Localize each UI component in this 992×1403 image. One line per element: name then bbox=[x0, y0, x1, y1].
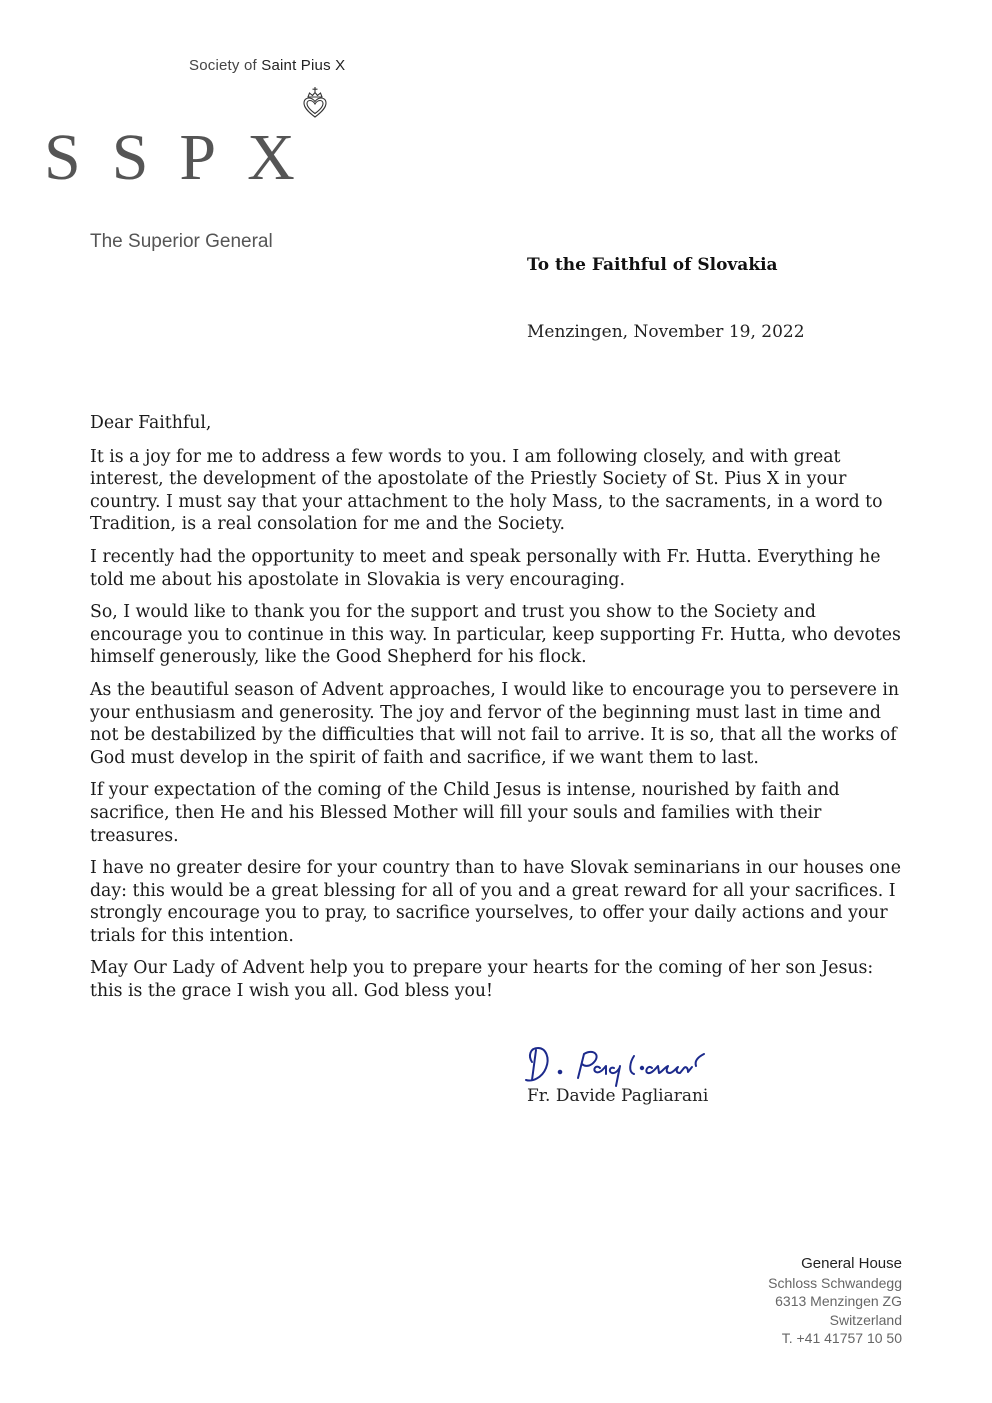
society-saint-name: Saint Pius X bbox=[261, 57, 346, 74]
footer-address bbox=[768, 1255, 902, 1348]
footer-line: 6313 Menzingen ZG bbox=[775, 1293, 902, 1309]
letter-paragraph: May Our Lady of Advent help you to prepare your hearts for the coming of her son Jesus: this is the grace I wish you all. God bless you! bbox=[90, 958, 874, 1002]
footer-line: Schloss Schwandegg bbox=[768, 1274, 902, 1291]
footer-line: Switzerland bbox=[829, 1311, 902, 1328]
letter-paragraph: I recently had the opportunity to meet and speak personally with Fr. Hutta. Everything he told me about his apostolate in Slovakia is very encouraging. bbox=[90, 546, 881, 590]
letter-paragraph: If your expectation of the coming of the Child Jesus is intense, nourished by faith and sacrifice, then He and his Blessed Mother will fill your souls and families with their treasures. bbox=[90, 780, 840, 846]
society-prefix: Society of bbox=[189, 57, 257, 74]
letter-paragraph: It is a joy for me to address a few words to you. I am following closely, and with great interest, the development of the apostolate of the Priestly Society of St. Pius X in your country. I must say that your attachment to the holy Mass, to the sacraments, in a word to Tradition, is a real consolation for me and the Society. bbox=[90, 446, 883, 535]
letter-paragraph: As the beautiful season of Advent approaches, I would like to encourage you to persevere in your enthusiasm and generosity. The joy and fervor of the beginning must last in time and not be destabilized by the difficulties that will not fail to arrive. It is so, that all the works of God must develop in the spirit of faith and sacrifice, if we want them to last. bbox=[90, 679, 899, 768]
office-title: The Superior General bbox=[90, 231, 273, 252]
dateline: Menzingen, November 19, 2022 bbox=[527, 322, 805, 342]
handwritten-signature bbox=[518, 1042, 758, 1090]
footer-line: T. +41 41757 10 50 bbox=[781, 1330, 902, 1346]
salutation: Dear Faithful, bbox=[90, 413, 212, 433]
footer-house: General House bbox=[801, 1255, 902, 1272]
letter-body bbox=[90, 412, 905, 1013]
letter-paragraph: So, I would like to thank you for the support and trust you show to the Society and encourage you to continue in this way. In particular, keep supporting Fr. Hutta, who devotes himself generously, like the Good Shepherd for his flock. bbox=[90, 602, 901, 668]
sspx-logo: SSPX bbox=[44, 121, 326, 194]
signer-name: Fr. Davide Pagliarani bbox=[527, 1086, 709, 1106]
recipient-line: To the Faithful of Slovakia bbox=[527, 255, 778, 275]
sacred-heart-crown-icon bbox=[302, 86, 328, 120]
letter-paragraph: I have no greater desire for your country than to have Slovak seminarians in our houses one day: this would be a great blessing for all of you and a great reward for all your sacrifices. I strongly encourage you to pray, to sacrifice yourselves, to offer your daily actions and your trials for this intention. bbox=[90, 858, 902, 946]
society-name bbox=[189, 57, 345, 74]
